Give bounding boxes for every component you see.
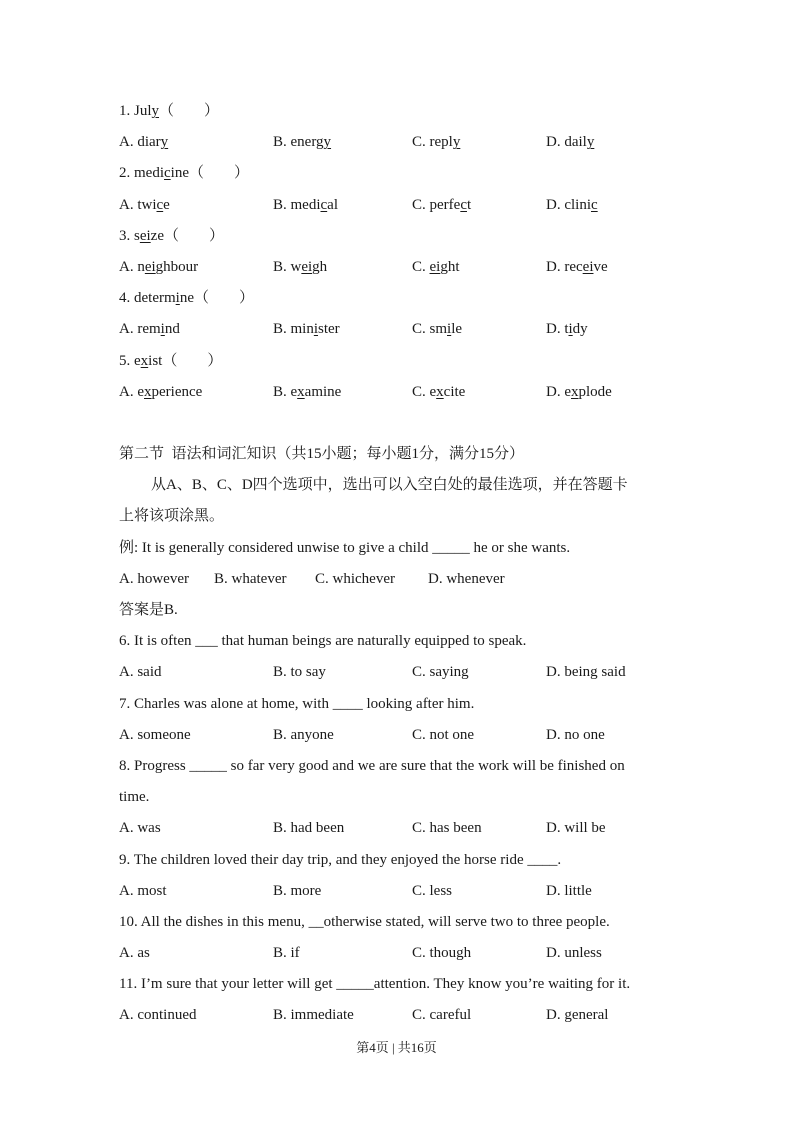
option-a: A. continued	[119, 1007, 197, 1024]
option-text: C. sm	[412, 321, 448, 338]
option-text: A. n	[119, 258, 145, 275]
option-text: A. e	[119, 383, 144, 400]
question-stem	[119, 96, 739, 127]
stem-text: 5. e	[119, 352, 141, 369]
option-d: D. little	[546, 882, 592, 899]
option-text: B. energ	[273, 134, 324, 151]
option-text: amine	[304, 383, 342, 400]
section-gap	[119, 408, 739, 439]
example-stem: 例: It is generally considered unwise to give a child _____ he or she wants.	[119, 539, 571, 556]
option-d	[546, 314, 588, 345]
option-b	[273, 252, 412, 283]
option-b	[273, 377, 412, 408]
options-row	[119, 1000, 739, 1031]
option-d	[546, 190, 598, 221]
option-a	[119, 314, 273, 345]
options-row	[119, 190, 739, 221]
option-text: le	[451, 321, 463, 338]
question-stem	[119, 221, 739, 252]
option-text: al	[327, 196, 338, 213]
option-b	[273, 314, 412, 345]
option-d: D. unless	[546, 945, 602, 962]
question-stem: time.	[119, 789, 150, 806]
option-a: A. someone	[119, 726, 191, 743]
option-underlined-letters: ei	[144, 258, 156, 275]
option-c	[412, 314, 546, 345]
option-text: D. t	[546, 321, 569, 338]
question-stem	[119, 283, 739, 314]
option-text: A. rem	[119, 321, 161, 338]
options-row	[119, 876, 739, 907]
option-underlined-letters: x	[436, 383, 444, 400]
option-a: A. was	[119, 820, 161, 837]
example-answer: 答案是B.	[119, 602, 178, 618]
example-option-c: C. whichever	[315, 570, 395, 587]
option-d: D. will be	[546, 820, 606, 837]
option-text: B. w	[273, 258, 302, 275]
options-row	[119, 657, 739, 688]
option-text: B. min	[273, 321, 314, 338]
exam-content	[119, 96, 739, 1032]
stem-underlined-letters: c	[164, 165, 171, 182]
option-underlined-letters: y	[586, 134, 595, 151]
option-b: B. if	[273, 945, 300, 962]
option-b: B. immediate	[273, 1007, 354, 1024]
option-text: D. clini	[546, 196, 591, 213]
stem-underlined-letters: y	[151, 103, 160, 119]
option-text: nd	[164, 321, 180, 338]
option-text: A. twi	[119, 196, 157, 213]
option-underlined-letters: x	[144, 383, 152, 400]
option-underlined-letters: i	[447, 321, 452, 338]
options-row	[119, 127, 739, 158]
option-text: A. diar	[119, 134, 161, 151]
stem-text: ine（ ）	[170, 165, 249, 182]
option-underlined-letters: ei	[582, 258, 594, 275]
stem-underlined-letters: i	[175, 290, 180, 307]
section-heading: 第二节 语法和词汇知识（共15小题；每小题1分，满分15分）	[119, 446, 525, 463]
question-stem: 11. I’m sure that your letter will get _____attention. They know you’re waiting for it.	[119, 976, 631, 993]
option-d: D. general	[546, 1007, 609, 1024]
option-text: D. rec	[546, 258, 583, 275]
option-c	[412, 127, 546, 158]
option-underlined-letters: x	[571, 383, 579, 400]
option-text: ghbour	[155, 258, 199, 275]
option-text: B. e	[273, 383, 298, 400]
question-stem: 8. Progress _____ so far very good and we are sure that the work will be finished on	[119, 757, 625, 774]
option-text: ve	[593, 258, 608, 275]
option-c: C. has been	[412, 820, 482, 837]
option-a: A. as	[119, 945, 150, 962]
option-a	[119, 127, 273, 158]
option-underlined-letters: y	[160, 134, 169, 151]
option-underlined-letters: c	[460, 196, 467, 213]
option-underlined-letters: c	[591, 196, 598, 213]
option-c: C. though	[412, 945, 472, 962]
option-underlined-letters: c	[156, 196, 164, 213]
option-underlined-letters: y	[323, 134, 332, 151]
option-underlined-letters: i	[313, 321, 319, 338]
option-d: D. no one	[546, 726, 605, 743]
option-text: t	[466, 196, 472, 213]
option-text: C. e	[412, 383, 437, 400]
option-underlined-letters: y	[452, 134, 461, 151]
option-a	[119, 377, 273, 408]
example-option-d: D. whenever	[428, 570, 505, 587]
instruction-line: 从A、B、C、D四个选项中，选出可以入空白处的最佳选项，并在答题卡	[151, 477, 628, 494]
option-text: ster	[318, 321, 340, 338]
example-options-row	[119, 564, 739, 595]
option-b: B. anyone	[273, 726, 334, 743]
option-underlined-letters: c	[320, 196, 328, 213]
stem-text: ne（ ）	[179, 290, 254, 307]
option-text: dy	[572, 321, 588, 338]
options-row	[119, 938, 739, 969]
question-stem: 10. All the dishes in this menu, __otherwise stated, will serve two to three people.	[119, 913, 610, 930]
option-text: e	[163, 196, 170, 213]
option-d	[546, 127, 594, 158]
option-text: C. perfe	[412, 196, 461, 213]
question-stem: 6. It is often ___ that human beings are naturally equipped to speak.	[119, 633, 527, 650]
stem-text: 4. determ	[119, 290, 176, 307]
options-row	[119, 314, 739, 345]
option-c: C. saying	[412, 664, 469, 681]
question-stem	[119, 158, 739, 189]
example-option-a: A. however	[119, 570, 189, 587]
option-text: gh	[312, 258, 328, 275]
options-row	[119, 252, 739, 283]
option-underlined-letters: i	[568, 321, 573, 338]
question-stem: 9. The children loved their day trip, and they enjoyed the horse ride ____.	[119, 851, 562, 868]
option-b: B. to say	[273, 664, 326, 681]
option-a: A. said	[119, 664, 162, 681]
option-c	[412, 190, 546, 221]
options-row	[119, 813, 739, 844]
example-option-b: B. whatever	[214, 570, 287, 587]
stem-text: ze（ ）	[150, 227, 224, 244]
option-c: C. careful	[412, 1007, 472, 1024]
option-a	[119, 190, 273, 221]
stem-underlined-letters: x	[140, 352, 149, 369]
option-underlined-letters: x	[297, 383, 305, 400]
option-d	[546, 377, 612, 408]
option-d: D. being said	[546, 664, 626, 681]
page-number: 第4页 | 共16页	[356, 1040, 437, 1055]
option-text: ght	[440, 258, 460, 275]
option-text: C.	[412, 258, 430, 275]
option-text: D. dail	[546, 134, 587, 151]
stem-text: （ ）	[159, 103, 220, 119]
option-underlined-letters: ei	[301, 258, 313, 275]
option-d	[546, 252, 608, 283]
option-text: perience	[151, 383, 203, 400]
option-c: C. not one	[412, 726, 475, 743]
stem-text: ist（ ）	[148, 352, 223, 369]
option-b: B. more	[273, 882, 322, 899]
option-text: B. medi	[273, 196, 321, 213]
question-stem: 7. Charles was alone at home, with ____ looking after him.	[119, 695, 475, 712]
stem-text: 3. s	[119, 227, 140, 244]
option-text: plode	[578, 383, 612, 400]
option-b	[273, 127, 412, 158]
option-a	[119, 252, 273, 283]
option-text: C. repl	[412, 134, 453, 151]
options-row	[119, 720, 739, 751]
question-stem	[119, 346, 739, 377]
option-underlined-letters: ei	[429, 258, 441, 275]
stem-text: 2. medi	[119, 165, 164, 182]
option-underlined-letters: i	[160, 321, 165, 338]
option-text: cite	[443, 383, 466, 400]
option-b	[273, 190, 412, 221]
instruction-line: 上将该项涂黑。	[119, 508, 225, 525]
options-row	[119, 377, 739, 408]
option-c	[412, 377, 546, 408]
option-text: D. e	[546, 383, 571, 400]
stem-text: 1. Jul	[119, 103, 152, 119]
option-c: C. less	[412, 882, 453, 899]
option-a: A. most	[119, 882, 167, 899]
option-b: B. had been	[273, 820, 345, 837]
option-c	[412, 252, 546, 283]
stem-underlined-letters: ei	[139, 227, 151, 244]
